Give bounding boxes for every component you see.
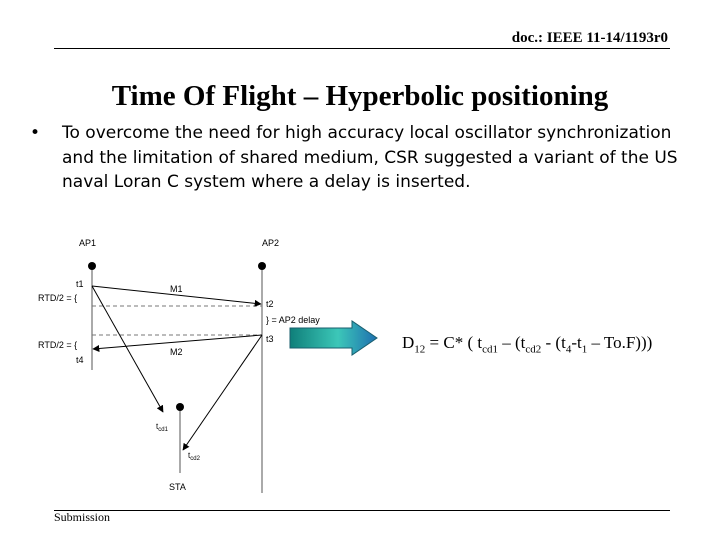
footer-label: Submission (54, 510, 111, 524)
header-rule (54, 48, 670, 49)
m1-label: M1 (170, 284, 183, 294)
tcd2-label: $t_{cd2}$ (188, 451, 200, 462)
t4-label: t4 (76, 355, 84, 365)
distance-formula: $D_{12} = C*$ ( $t_{cd1} - (t_{cd2} - (t_4-t_1 - To.F))$) (402, 333, 653, 356)
t2-label: t2 (266, 299, 274, 309)
timing-diagram (0, 225, 720, 500)
ap1-node (88, 262, 96, 270)
m2-label: M2 (170, 347, 183, 357)
slide-title: Time Of Flight – Hyperbolic positioning (111, 80, 609, 112)
result-arrow (290, 321, 377, 355)
sta-node (176, 403, 184, 411)
bullet-item (30, 121, 690, 195)
ap2-to-sta-arrow (183, 335, 262, 450)
bullet-text: To overcome the need for high accuracy local oscillator synchronization and the limitation of shared medium, CSR suggested a variant of the US naval Loran C system where a delay is inserted. (62, 123, 678, 192)
sta-label: STA (169, 482, 186, 492)
ap2-label: AP2 (262, 238, 280, 248)
ap2-delay-label: } = AP2 delay (266, 315, 320, 325)
t3-label: t3 (266, 334, 274, 344)
t1-label: t1 (76, 279, 84, 289)
tcd1-label: $t_{cd1}$ (156, 422, 168, 433)
ap1-label: AP1 (79, 238, 97, 248)
footer-rule (54, 510, 670, 511)
bullet-marker: • (30, 123, 41, 143)
rtd-bottom-label: RTD/2 = { (38, 340, 78, 350)
ap2-node (258, 262, 266, 270)
rtd-top-label: RTD/2 = { (38, 293, 78, 303)
document-id: doc.: IEEE 11-14/1193r0 (511, 30, 668, 46)
ap1-to-sta-arrow (92, 286, 163, 412)
